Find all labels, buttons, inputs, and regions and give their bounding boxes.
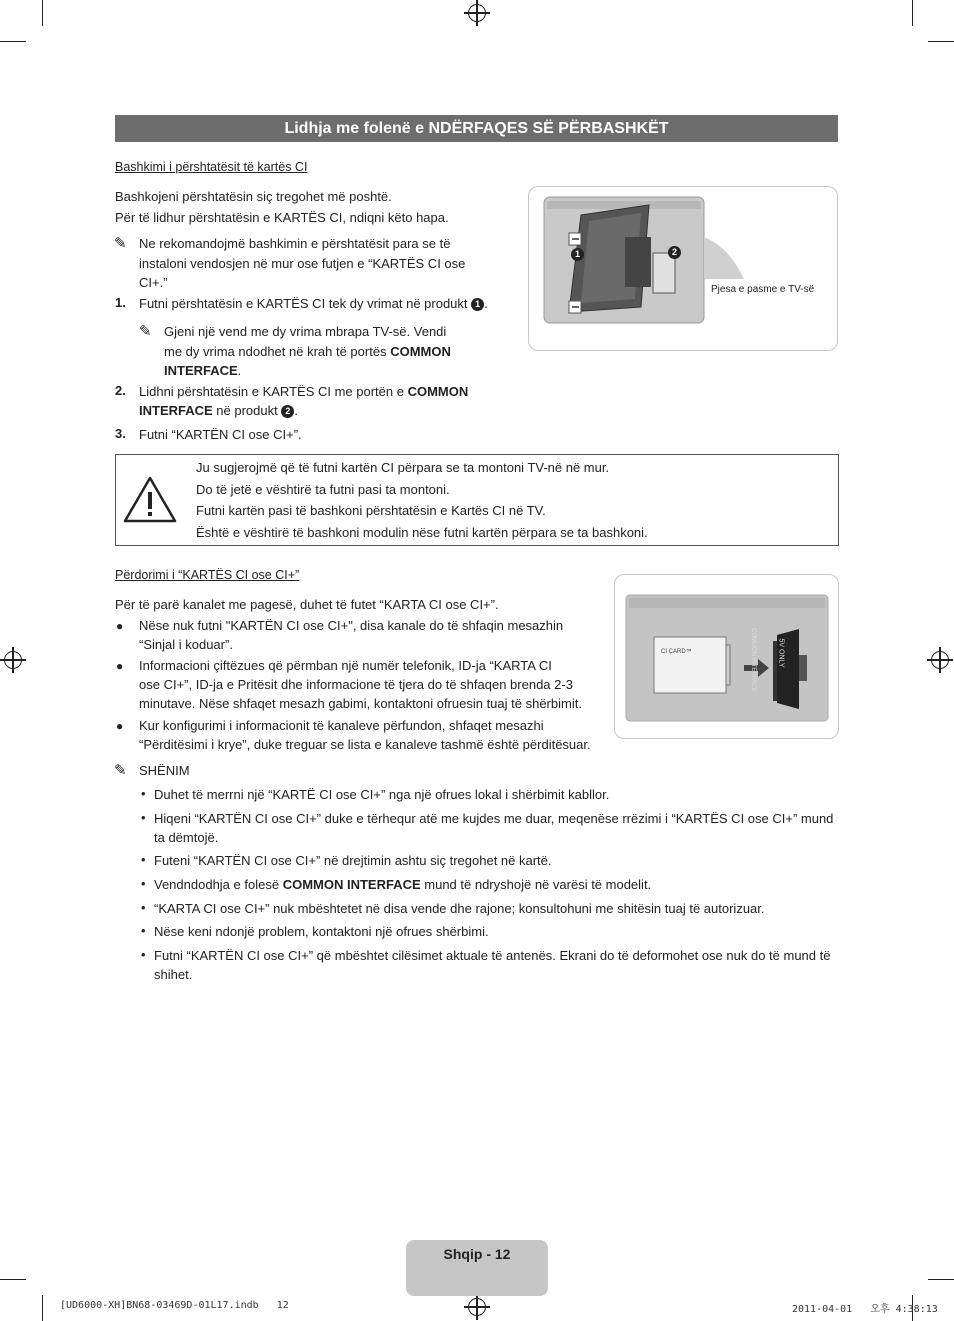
crop-mark: [912, 0, 913, 26]
step-text: në produkt: [216, 403, 278, 418]
warning-triangle-icon: [122, 475, 178, 525]
dash-bullet-icon: •: [141, 900, 146, 915]
crop-mark: [42, 0, 43, 26]
bullet-icon: ●: [116, 619, 124, 633]
crop-mark: [0, 41, 26, 42]
section-header-bar: [115, 115, 838, 142]
bullet-text: Nëse nuk futni "KARTËN CI ose CI+", disa kanale do të shfaqin mesazhin: [139, 618, 564, 633]
warning-line: Është e vështirë të bashkoni modulin nëse futni kartën përpara se ta bashkoni.: [196, 525, 648, 540]
print-timestamp: 2011-04-01 오후 4:38:13: [792, 1304, 938, 1315]
note-text: me dy vrima ndodhet në krah të portës: [164, 344, 387, 359]
bullet-text: Informacioni çiftëzues që përmban një numër telefonik, ID-ja “KARTA CI: [139, 658, 552, 673]
note-text: .: [237, 363, 242, 378]
note-bold: COMMON INTERFACE: [282, 877, 421, 892]
warning-line: Do të jetë e vështirë ta futni pasi ta montoni.: [196, 482, 450, 497]
step-2-line: [139, 401, 298, 420]
step-2-line: [139, 382, 468, 401]
subheading-ci-adapter: Bashkimi i përshtatësit të kartës CI: [115, 160, 308, 174]
step-number: 1.: [115, 295, 126, 310]
bullet-icon: ●: [116, 659, 124, 673]
note-item: [154, 875, 651, 894]
note-text: Gjeni një vend me dy vrima mbrapa TV-së. Vendi: [164, 324, 447, 339]
step-text: .: [294, 403, 298, 418]
registration-mark-icon: [931, 651, 949, 669]
warning-line: Futni kartën pasi të bashkoni përshtatësin e Kartës CI në TV.: [196, 503, 546, 518]
crop-mark: [928, 1279, 954, 1280]
dash-bullet-icon: •: [141, 923, 146, 938]
dash-bullet-icon: •: [141, 810, 146, 825]
registration-mark-icon: [468, 4, 486, 22]
note-item: Hiqeni “KARTËN CI ose CI+” duke e tërhequr atë me kujdes me duar, meqenëse rrëzimi i “KARTËS CI ose CI+” mund: [154, 811, 834, 826]
note-item: Nëse keni ndonjë problem, kontaktoni një ofrues shërbimi.: [154, 924, 489, 939]
section-title: Lidhja me folenë e NDËRFAQES SË PËRBASHKËT: [284, 120, 669, 137]
badge-2-icon: 2: [281, 405, 294, 418]
step-text: .: [484, 296, 488, 311]
warning-box: [115, 454, 839, 546]
file-info: [UD6000-XH]BN68-03469D-01L17.indb 12: [60, 1300, 289, 1311]
note-pencil-icon: ✎: [114, 762, 127, 779]
note-text: instaloni vendosjen në mur ose futjen e “KARTËS CI ose: [139, 256, 466, 271]
step-text: Lidhni përshtatësin e KARTËS CI me portën e: [139, 384, 404, 399]
crop-mark: [928, 41, 954, 42]
tv-back-figure: [528, 186, 838, 351]
subheading-ci-usage: Përdorimi i “KARTËS CI ose CI+”: [115, 568, 300, 582]
note-item: “KARTA CI ose CI+” nuk mbështetet në disa vende dhe rajone; konsultohuni me shitësin tuaj të autorizuar.: [154, 901, 765, 916]
intro-text: Bashkojeni përshtatësin siç tregohet më poshtë.: [115, 189, 392, 204]
slot-label: 5V ONLY: [777, 638, 785, 668]
badge-2-icon: 2: [668, 246, 681, 259]
note-line: [164, 361, 241, 380]
slot-label: COMMON INTERFACE: [750, 628, 756, 692]
step-bold: INTERFACE: [139, 403, 213, 418]
tv-back-illustration: [529, 187, 837, 350]
step-text: Futni përshtatësin e KARTËS CI tek dy vrimat në produkt: [139, 296, 468, 311]
ci-card-illustration: [615, 575, 838, 738]
note-label: SHËNIM: [139, 763, 190, 778]
badge-1-icon: 1: [571, 248, 584, 261]
intro-text: Për të parë kanalet me pagesë, duhet të futet “KARTA CI ose CI+”.: [115, 597, 499, 612]
dash-bullet-icon: •: [141, 786, 146, 801]
step-text: Futni “KARTËN CI ose CI+”.: [139, 427, 302, 442]
note-item: Duhet të merrni një “KARTË CI ose CI+” nga një ofrues lokal i shërbimit kabllor.: [154, 787, 610, 802]
bullet-text: “Sinjal i koduar”.: [139, 637, 233, 652]
warning-line: Ju sugjerojmë që të futni kartën CI përpara se ta montoni TV-në në mur.: [196, 460, 610, 475]
page-label: Shqip - 12: [443, 1246, 511, 1262]
note-text: mund të ndryshojë në varësi të modelit.: [424, 877, 652, 892]
figure-caption: Pjesa e pasme e TV-së: [711, 284, 815, 295]
note-bold: COMMON: [390, 344, 451, 359]
bullet-text: ose CI+”, ID-ja e Pritësit dhe informacione të tjera do të shfaqen brenda 2-3: [139, 677, 573, 692]
registration-mark-icon: [468, 1298, 486, 1316]
note-item: Futeni “KARTËN CI ose CI+” në drejtimin ashtu siç tregohet në kartë.: [154, 853, 552, 868]
card-label: CI CARD™: [661, 649, 692, 655]
dash-bullet-icon: •: [141, 947, 146, 962]
note-item: ta dëmtojë.: [154, 830, 219, 845]
step-number: 2.: [115, 383, 126, 398]
badge-1-icon: 1: [471, 298, 484, 311]
bullet-icon: ●: [116, 719, 124, 733]
registration-mark-icon: [4, 651, 22, 669]
intro-text: Për të lidhur përshtatësin e KARTËS CI, ndiqni këto hapa.: [115, 210, 449, 225]
note-line: [164, 342, 451, 361]
note-text: CI+.”: [139, 275, 168, 290]
bullet-text: “Përditësimi i krye”, duke treguar se lista e kanaleve tashmë është përditësuar.: [139, 737, 591, 752]
step-1: [139, 294, 488, 313]
dash-bullet-icon: •: [141, 876, 146, 891]
note-text: Ne rekomandojmë bashkimin e përshtatësit para se të: [139, 236, 451, 251]
note-item: shihet.: [154, 967, 193, 982]
note-bold: INTERFACE: [164, 363, 238, 378]
note-item: Futni “KARTËN CI ose CI+” që mbështet cilësimet aktuale të antenës. Ekrani do të deformohet ose nuk do të mund të: [154, 948, 831, 963]
step-number: 3.: [115, 426, 126, 441]
dash-bullet-icon: •: [141, 852, 146, 867]
step-bold: COMMON: [407, 384, 469, 399]
note-pencil-icon: ✎: [114, 235, 127, 252]
note-pencil-icon: ✎: [139, 323, 152, 340]
bullet-text: Kur konfigurimi i informacionit të kanaleve përfundon, shfaqet mesazhi: [139, 718, 544, 733]
ci-card-figure: [614, 574, 839, 739]
crop-mark: [0, 1279, 26, 1280]
bullet-text: minutave. Nëse shfaqet mesazh gabimi, kontaktoni ofruesin tuaj të shërbimit.: [139, 696, 582, 711]
note-text: Vendndodhja e folesë: [154, 877, 280, 892]
crop-mark: [42, 1295, 43, 1321]
